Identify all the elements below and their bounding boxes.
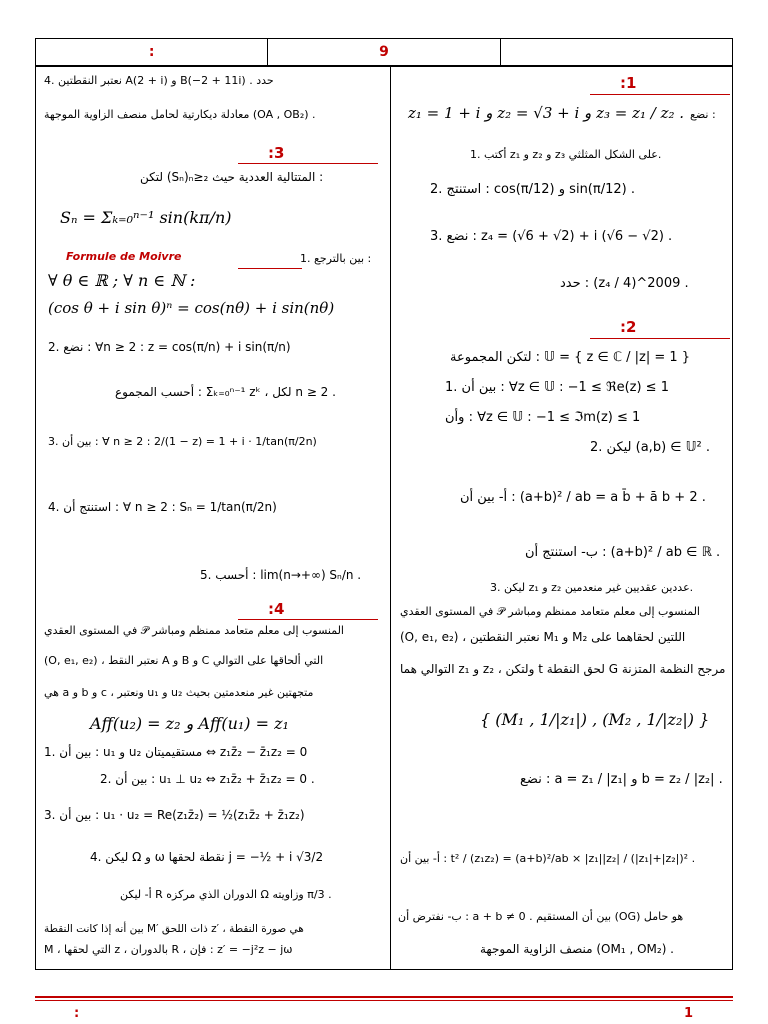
ex4-line2: (O, e₁, e₂) ، نعتبر النقط A و B و C التي ألحاقها على التوالي xyxy=(44,654,324,667)
ex1-statement: z₁ = 1 + i و z₂ = √3 + i و z₃ = z₁ / z₂ . xyxy=(408,104,685,122)
footer-rule-thick xyxy=(35,996,733,998)
ex2-q3a: أ- بين أن : t² / (z₁z₂) = (a+b)²/ab × |z₁||z₂| / (|z₁|+|z₂|)² . xyxy=(400,852,696,865)
ex1-q4-line2: معادلة ديكارتية لحامل منصف الزاوية الموجهة (OA , OB₂) . xyxy=(44,108,316,121)
ex1-q2: 2. استنتج : cos(π/12) و sin(π/12) . xyxy=(430,182,635,197)
ex2-q3b: ب- نفترض أن : a + b ≠ 0 . بين أن المستقيم (OG) هو حامل xyxy=(398,910,684,923)
ex3-sequence-def: لتكن (Sₙ)ₙ≥₂ المتتالية العددية حيث : xyxy=(140,170,324,184)
exercise-1-title: :1 xyxy=(620,74,637,92)
ex2-q2: 2. ليكن (a,b) ∈ 𝕌² . xyxy=(590,440,710,455)
ex4-q3: 3. بين أن : u₁ · u₂ = Re(z₁z̄₂) = ½(z₁z̄₂ + z̄₁z₂) xyxy=(44,808,305,822)
ex2-q3: 3. ليكن z₁ و z₂ عددين عقديين غير منعدمين. xyxy=(490,581,694,594)
ex1-statement-label: نضع : xyxy=(690,108,716,121)
ex3-q2: 2. نضع : ∀n ≥ 2 : z = cos(π/n) + i sin(π/n) xyxy=(48,340,291,354)
header-table xyxy=(35,38,733,66)
left-column xyxy=(35,66,391,970)
ex1-q4-line1: 4. نعتبر النقطتين A(2 + i) و B(−2 + 11i) . حدد xyxy=(44,74,274,87)
ex2-q3-line1: في المستوى العقدي 𝒫 المنسوب إلى معلم متعامد ممنظم ومباشر xyxy=(400,605,700,618)
ex4-line3: هي a و b و c ، ونعتبر u₁ و u₂ متجهتين غير منعدمتين بحيث xyxy=(44,686,314,699)
ex3-q1a: ∀ θ ∈ ℝ ; ∀ n ∈ ℕ : xyxy=(48,271,196,290)
ex4-line1: في المستوى العقدي 𝒫 المنسوب إلى معلم متعامد ممنظم ومباشر xyxy=(44,624,344,637)
ex3-q3: 3. بين أن : ∀ n ≥ 2 : 2/(1 − z) = 1 + i · 1/tan(π/2n) xyxy=(48,435,317,448)
ex2-q1b: وأن : ∀z ∈ 𝕌 : −1 ≤ ℑm(z) ≤ 1 xyxy=(445,410,641,425)
ex4-affixes: Aff(u₂) = z₂ و Aff(u₁) = z₁ xyxy=(90,714,289,733)
header-left: : xyxy=(36,39,268,65)
ex3-q1: 1. بين بالترجع : xyxy=(300,252,372,265)
ex2-barycenter-system: { (M₁ , 1/|z₁|) , (M₂ , 1/|z₂|) } xyxy=(480,710,710,729)
ex1-q3b: حدد : (z₄ / 4)^2009 . xyxy=(560,276,689,291)
ex3-q5: 5. أحسب : lim(n→+∞) Sₙ/n . xyxy=(200,568,362,582)
ex2-q3b-line2: منصف الزاوية الموجهة (OM₁ , OM₂) . xyxy=(480,942,674,956)
ex3-sum-formula: Sₙ = Σₖ₌₀ⁿ⁻¹ sin(kπ/n) xyxy=(60,208,232,227)
ex3-q2b: أحسب المجموع : Σₖ₌₀ⁿ⁻¹ zᵏ ، لكل n ≥ 2 . xyxy=(115,385,336,399)
ex4-q4: 4. ليكن Ω و ω نقطة لحقها j = −½ + i √3/2 xyxy=(90,850,324,864)
exercise-1-underline xyxy=(590,94,730,95)
footer-left-text: : xyxy=(74,1006,80,1021)
right-column xyxy=(390,66,733,970)
header-number: 9 xyxy=(268,39,500,65)
ex1-q1: 1. أكتب z₁ و z₂ و z₃ على الشكل المثلثي. xyxy=(470,148,662,161)
ex4-q4c: M ، التي لحقها z ، بالدوران R ، فإن : z′ = −j²z − jω xyxy=(44,943,293,956)
ex2-q3-def-ab: نضع : a = z₁ / |z₁| و b = z₂ / |z₂| . xyxy=(520,772,723,787)
ex2-q2b: ب- استنتج أن : (a+b)² / ab ∈ ℝ . xyxy=(525,545,721,560)
ex4-q1: 1. بين أن : u₁ و u₂ مستقيميتان ⇔ z₁z̄₂ − z̄₁z₂ = 0 xyxy=(44,745,308,759)
moivre-label: Formule de Moivre xyxy=(66,250,182,263)
ex4-q4a: أ- ليكن R الدوران الذي مركزه Ω وزاويته π/3 . xyxy=(120,888,332,901)
exercise-2-title: :2 xyxy=(620,318,637,336)
ex2-q3-line2: (O, e₁, e₂) ، نعتبر النقطتين M₁ و M₂ اللتين لحقاهما على xyxy=(400,630,686,644)
ex2-q2a: أ- بين أن : (a+b)² / ab = a b̄ + ā b + 2 . xyxy=(460,490,706,505)
moivre-underline xyxy=(238,268,302,269)
page-number: 1 xyxy=(684,1006,694,1021)
exercise-2-underline xyxy=(590,338,730,339)
ex1-q3: 3. نضع : z₄ = (√6 + √2) + i (√6 − √2) . xyxy=(430,229,673,244)
header-right xyxy=(501,39,732,65)
ex4-q4b: بين أنه إذا كانت النقطة M′ ذات اللحق z′ ، هي صورة النقطة xyxy=(44,923,304,935)
exercise-4-underline xyxy=(238,619,378,620)
ex3-q4: 4. استنتج أن : ∀ n ≥ 2 : Sₙ = 1/tan(π/2n) xyxy=(48,500,277,514)
ex3-q1b: (cos θ + i sin θ)ⁿ = cos(nθ) + i sin(nθ) xyxy=(48,299,335,317)
exercise-3-underline xyxy=(238,163,378,164)
exercise-3-title: :3 xyxy=(268,144,285,162)
ex4-q2: 2. بين أن : u₁ ⊥ u₂ ⇔ z₁z̄₂ + z̄₁z₂ = 0 . xyxy=(100,772,315,786)
ex2-q3-line3: التوالي هما z₁ و z₂ ، ولتكن t لحق النقطة G مرجح النظمة المتزنة xyxy=(400,662,726,676)
ex2-set-definition: لتكن المجموعة : 𝕌 = { z ∈ ℂ / |z| = 1 } xyxy=(450,350,691,365)
ex2-q1: 1. بين أن : ∀z ∈ 𝕌 : −1 ≤ ℜe(z) ≤ 1 xyxy=(445,380,669,395)
footer-rule-thin xyxy=(35,1000,733,1001)
exercise-4-title: :4 xyxy=(268,600,285,618)
